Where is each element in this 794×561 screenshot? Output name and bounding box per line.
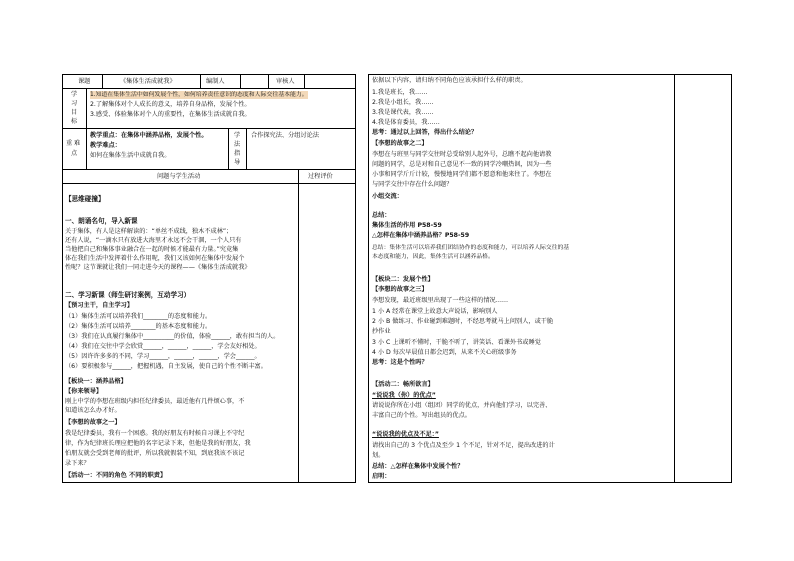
end-label: 启明： bbox=[372, 473, 391, 480]
pre-line: （2）集体生活可以培养________的基本态度和能力。 bbox=[65, 323, 212, 330]
book-ref: 集体生活的作用 P58-59 bbox=[372, 222, 442, 229]
think1: 思考：通过以上回答，得出什么结论？ bbox=[372, 129, 478, 136]
method-label-1: 学 bbox=[234, 132, 241, 139]
praise-line: 丰富自己的个性。写出组员的优点。 bbox=[372, 412, 471, 419]
part1-title: 一、朗诵名句，导入新课 bbox=[65, 217, 138, 225]
think2: 思考：这是个性吗？ bbox=[372, 359, 428, 366]
focus-label-3: 点 bbox=[71, 150, 78, 157]
pre-line: （5）因许许多多的不同，学习______，______，______，学会______。 bbox=[65, 353, 261, 360]
objectives-label-3: 目 bbox=[71, 109, 78, 116]
weak-line: 请找出自己的 3 个优点及至少 1 个不足，针对不足，提出改进的计 bbox=[372, 442, 555, 449]
objectives-label-1: 学 bbox=[71, 91, 78, 98]
story1-line: 律，作为纪律班长理应把他的名字记录下来，但他是我的好朋友，我 bbox=[65, 440, 251, 447]
part1-line: 性呢？这节课就让我们一同走进今天的课程——《集体生活成就我》 bbox=[65, 264, 251, 271]
story2-title: 【李想的故事之二】 bbox=[372, 140, 428, 147]
author-label: 编制人 bbox=[206, 78, 225, 85]
block1-line: 刚上中学的李想在班级内担任纪律委员，最近他有几件烦心事，不 bbox=[65, 398, 245, 405]
objective-item: 3.感受、体验集体对个人的重要性，在集体生活成就自我。 bbox=[90, 111, 251, 118]
story1-line: 我是纪律委员，我有一个困惑。我的好朋友有时候自习课上不守纪 bbox=[65, 430, 245, 437]
part1-line: 还有人说，“一滴水只有放进大海里才永远不会干涸，一个人只有 bbox=[65, 237, 242, 244]
block2-title: 【板块二：发展个性】 bbox=[372, 276, 434, 283]
activity2-title: 【活动二：畅所欲言】 bbox=[372, 381, 434, 388]
case-item: 1 小 A 经常在课堂上故意大声说话，影响别人 bbox=[372, 308, 498, 315]
topic-title: 《集体生活成就我》 bbox=[120, 78, 176, 85]
pre-title: 【预习主干，自主学习】 bbox=[65, 302, 134, 309]
focus-label-2: 难 bbox=[74, 140, 81, 147]
story2-line: 李想在与班里与同学交往时总受给别人起外号，总瞧不起向他请教 bbox=[372, 151, 552, 158]
difficulty-label: 教学难点： bbox=[90, 142, 121, 149]
case-item: 3 小 C 上课听不懂时，干脆不听了，讲笑话、看课外书或睡觉 bbox=[372, 339, 541, 346]
pre-line: （3）我们在认真履行集体中__________的价值，体验______，敢有担当的人。 bbox=[65, 333, 280, 340]
pre-line: （4）我们在交往中学会欣赏______，______，______，学会友好相处。 bbox=[65, 343, 261, 350]
objective-item: 2.了解集体对个人成长的意义，培养自身品格，发展个性。 bbox=[90, 101, 251, 108]
summary-line: 本态度和能力，因此，集体生活可以涵养品格。 bbox=[372, 254, 494, 260]
story3-title: 【李想的故事之三】 bbox=[372, 286, 428, 293]
part1-line: 关于集体，有人是这样解读的：“单丝不成线，独木不成林”； bbox=[65, 228, 233, 235]
method-label-4: 导 bbox=[234, 159, 241, 166]
method-label-2: 法 bbox=[234, 141, 241, 148]
role-item: 2.我是小组长，我…… bbox=[372, 99, 434, 106]
reviewer-label: 审核人 bbox=[276, 78, 295, 85]
objectives-label-4: 标 bbox=[71, 118, 78, 125]
praise-line: 请说说你所在小组（组团）同学的优点，并向他们学习，以完善、 bbox=[372, 402, 552, 409]
block1-sub: 【你来领导】 bbox=[65, 388, 103, 395]
pre-line: （6）要积极参与______，把握机遇，自主发展，使自己的个性不断丰富。 bbox=[65, 363, 267, 370]
role-item: 3.我是课代表，我…… bbox=[372, 109, 434, 116]
summary2: 总结：△怎样在集体中发展个性？ bbox=[372, 463, 464, 470]
block1-line: 知道该怎么办才好。 bbox=[65, 407, 121, 414]
key-point: 教学重点：在集体中涵养品格，发展个性。 bbox=[90, 132, 208, 139]
story2-line: 小事和同学斤斤计较，慢慢地同学们都不愿意和他来往了。李想在 bbox=[372, 171, 552, 178]
part2-title: 二、学习新课（师生研讨案例，互动学习） bbox=[65, 291, 191, 299]
method: 合作探究法、分组讨论法 bbox=[251, 132, 320, 139]
story3-intro: 李想发现，最近班级里出现了一些这样的情况…… bbox=[372, 297, 509, 304]
story2-line: 问题的同学，总是对和自己意见不一致的同学冷嘲热讽，因为一些 bbox=[372, 161, 552, 168]
focus-label-1: 重 bbox=[66, 140, 73, 147]
difficulty: 如何在集体生活中成就自我。 bbox=[90, 152, 171, 159]
method-label-3: 指 bbox=[234, 150, 241, 157]
evaluation-column-header: 过程评价 bbox=[308, 173, 333, 180]
summary-line: 总结：集体生活可以培养我们团结协作的态度和能力，可以培养人际交往的基 bbox=[372, 245, 570, 251]
summary-label: 总结： bbox=[372, 212, 391, 219]
roles-intro: 依据以下内容，请归纳不同角色应该承担什么样的职责。 bbox=[372, 77, 527, 84]
case-item: 4 小 D 每次早晨值日都会迟到，从来不关心班级事务 bbox=[372, 349, 517, 356]
weak-line: 划。 bbox=[372, 452, 385, 459]
activities-column-header: 问题与学生活动 bbox=[157, 173, 201, 180]
part1-line: 当他把自己和集体事业融合在一起的时候才能最有力量。”究竟集 bbox=[65, 246, 239, 253]
case-item: 2 小 B 做练习、作业碰到难题时，不经思考就马上问别人，或干脆 bbox=[372, 318, 554, 325]
objective-item: 1.知道在集体生活中如何发展个性，如何培养责任意识的态度和人际交往基本能力。 bbox=[90, 92, 308, 98]
activity1-title: 【活动一：不同的角色 不同的职责】 bbox=[65, 472, 167, 479]
part1-line: 体在我们生活中发挥着什么作用呢，我们又该如何在集体中发展个 bbox=[65, 255, 245, 262]
question1: △怎样在集体中涵养品格？P58-59 bbox=[372, 232, 470, 239]
praise-title: “说说我（你）的优点” bbox=[372, 392, 436, 399]
pre-line: （1）集体生活可以培养我们________的态度和能力。 bbox=[65, 313, 212, 320]
topic-label: 课题 bbox=[78, 78, 91, 85]
objectives-label-2: 习 bbox=[71, 100, 78, 107]
story1-line: 录下来？ bbox=[65, 460, 90, 467]
story1-line: 怕朋友就会受到老师的批评，所以我就假装不知，到底我该不该记 bbox=[65, 450, 245, 457]
role-item: 1.我是班长，我…… bbox=[372, 89, 428, 96]
group-exchange: 小组交流： bbox=[372, 193, 403, 200]
section-title: 【思维碰撞】 bbox=[65, 195, 105, 203]
case-item: 抄作业 bbox=[372, 328, 391, 335]
weak-title: “说说我的优点及不足：” bbox=[372, 431, 439, 438]
block1-title: 【板块一：涵养品格】 bbox=[65, 378, 127, 385]
story2-line: 与同学交往中存在什么问题？ bbox=[372, 181, 453, 188]
role-item: 4.我是体育委员，我…… bbox=[372, 119, 440, 126]
story1-title: 【李想的故事之一】 bbox=[65, 419, 121, 426]
